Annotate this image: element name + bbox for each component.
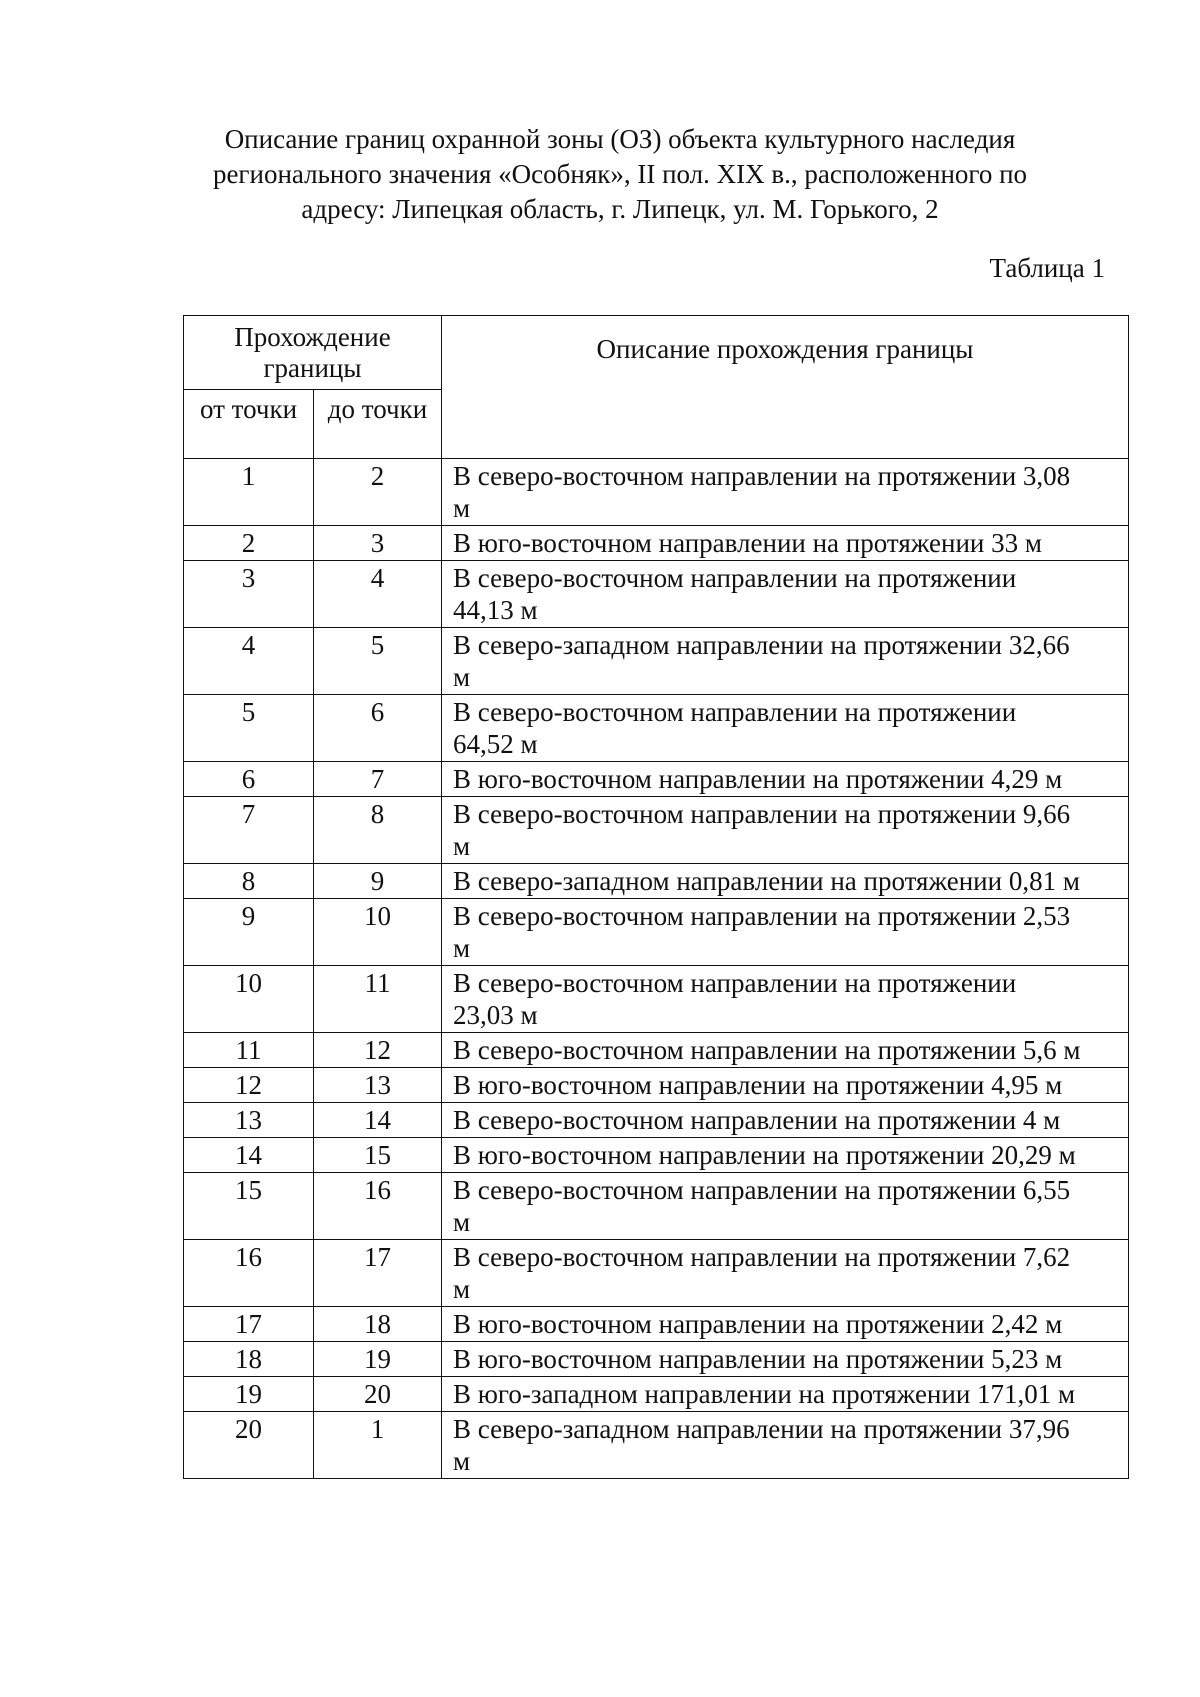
cell-from-point: 17 (184, 1307, 314, 1342)
cell-to-point: 14 (314, 1103, 442, 1138)
title-line-3: адресу: Липецкая область, г. Липецк, ул. М. Горького, 2 (301, 194, 939, 224)
cell-to-point: 19 (314, 1342, 442, 1377)
cell-description: В северо-восточном направлении на протяжении 6,55 м (442, 1173, 1129, 1240)
cell-to-point: 8 (314, 797, 442, 864)
cell-from-point: 10 (184, 966, 314, 1033)
title-line-1: Описание границ охранной зоны (ОЗ) объекта культурного наследия (224, 124, 1016, 154)
cell-description: В северо-восточном направлении на протяжении 44,13 м (442, 561, 1129, 628)
header-to-point: до точки (314, 390, 442, 459)
table-row (184, 966, 1129, 1033)
cell-to-point: 12 (314, 1033, 442, 1068)
cell-from-point: 13 (184, 1103, 314, 1138)
cell-to-point: 5 (314, 628, 442, 695)
table-body (184, 459, 1129, 1479)
header-from-point: от точки (184, 390, 314, 459)
cell-to-point: 20 (314, 1377, 442, 1412)
table-row (184, 1103, 1129, 1138)
cell-to-point: 9 (314, 864, 442, 899)
header-description: Описание прохождения границы (442, 316, 1129, 459)
cell-to-point: 6 (314, 695, 442, 762)
cell-from-point: 3 (184, 561, 314, 628)
cell-to-point: 15 (314, 1138, 442, 1173)
cell-description: В северо-восточном направлении на протяжении 5,6 м (442, 1033, 1129, 1068)
cell-from-point: 20 (184, 1412, 314, 1479)
cell-description: В юго-восточном направлении на протяжении 33 м (442, 526, 1129, 561)
cell-to-point: 16 (314, 1173, 442, 1240)
cell-to-point: 2 (314, 459, 442, 526)
title-line-2: регионального значения «Особняк», II пол. XIX в., расположенного по (212, 159, 1028, 189)
cell-description: В северо-восточном направлении на протяжении 4 м (442, 1103, 1129, 1138)
cell-to-point: 4 (314, 561, 442, 628)
cell-description: В юго-западном направлении на протяжении 171,01 м (442, 1377, 1129, 1412)
cell-to-point: 13 (314, 1068, 442, 1103)
table-row (184, 526, 1129, 561)
cell-from-point: 19 (184, 1377, 314, 1412)
table-row (184, 1377, 1129, 1412)
cell-description: В северо-восточном направлении на протяжении 23,03 м (442, 966, 1129, 1033)
cell-description: В юго-восточном направлении на протяжении 4,95 м (442, 1068, 1129, 1103)
table-row (184, 1068, 1129, 1103)
cell-description: В северо-западном направлении на протяжении 37,96 м (442, 1412, 1129, 1479)
cell-description: В северо-западном направлении на протяжении 0,81 м (442, 864, 1129, 899)
header-boundary-passage: Прохождение границы (184, 316, 442, 390)
table-row (184, 1412, 1129, 1479)
table-row (184, 864, 1129, 899)
cell-from-point: 16 (184, 1240, 314, 1307)
table-row (184, 459, 1129, 526)
cell-to-point: 7 (314, 762, 442, 797)
cell-to-point: 3 (314, 526, 442, 561)
cell-from-point: 6 (184, 762, 314, 797)
cell-description: В северо-восточном направлении на протяжении 9,66 м (442, 797, 1129, 864)
cell-description: В юго-восточном направлении на протяжении 5,23 м (442, 1342, 1129, 1377)
cell-description: В юго-восточном направлении на протяжении 20,29 м (442, 1138, 1129, 1173)
cell-from-point: 5 (184, 695, 314, 762)
cell-from-point: 18 (184, 1342, 314, 1377)
table-row (184, 899, 1129, 966)
cell-description: В юго-восточном направлении на протяжении 4,29 м (442, 762, 1129, 797)
table-row (184, 797, 1129, 864)
cell-from-point: 12 (184, 1068, 314, 1103)
table-row (184, 1033, 1129, 1068)
cell-description: В северо-восточном направлении на протяжении 2,53 м (442, 899, 1129, 966)
cell-description: В северо-восточном направлении на протяжении 64,52 м (442, 695, 1129, 762)
table-row (184, 1342, 1129, 1377)
cell-to-point: 1 (314, 1412, 442, 1479)
table-row (184, 762, 1129, 797)
cell-to-point: 11 (314, 966, 442, 1033)
table-row (184, 1138, 1129, 1173)
table-caption: Таблица 1 (989, 253, 1105, 283)
cell-to-point: 10 (314, 899, 442, 966)
table-row (184, 695, 1129, 762)
cell-from-point: 14 (184, 1138, 314, 1173)
table-row (184, 1240, 1129, 1307)
table-row (184, 628, 1129, 695)
table-row (184, 1173, 1129, 1240)
cell-from-point: 9 (184, 899, 314, 966)
cell-description: В северо-восточном направлении на протяжении 3,08 м (442, 459, 1129, 526)
cell-from-point: 1 (184, 459, 314, 526)
cell-to-point: 18 (314, 1307, 442, 1342)
document-title (190, 122, 1050, 227)
table-row (184, 561, 1129, 628)
boundary-table (183, 315, 1129, 1479)
table-row (184, 1307, 1129, 1342)
cell-from-point: 4 (184, 628, 314, 695)
cell-from-point: 8 (184, 864, 314, 899)
cell-from-point: 2 (184, 526, 314, 561)
cell-to-point: 17 (314, 1240, 442, 1307)
cell-from-point: 7 (184, 797, 314, 864)
cell-description: В юго-восточном направлении на протяжении 2,42 м (442, 1307, 1129, 1342)
cell-description: В северо-восточном направлении на протяжении 7,62 м (442, 1240, 1129, 1307)
cell-description: В северо-западном направлении на протяжении 32,66 м (442, 628, 1129, 695)
cell-from-point: 11 (184, 1033, 314, 1068)
cell-from-point: 15 (184, 1173, 314, 1240)
